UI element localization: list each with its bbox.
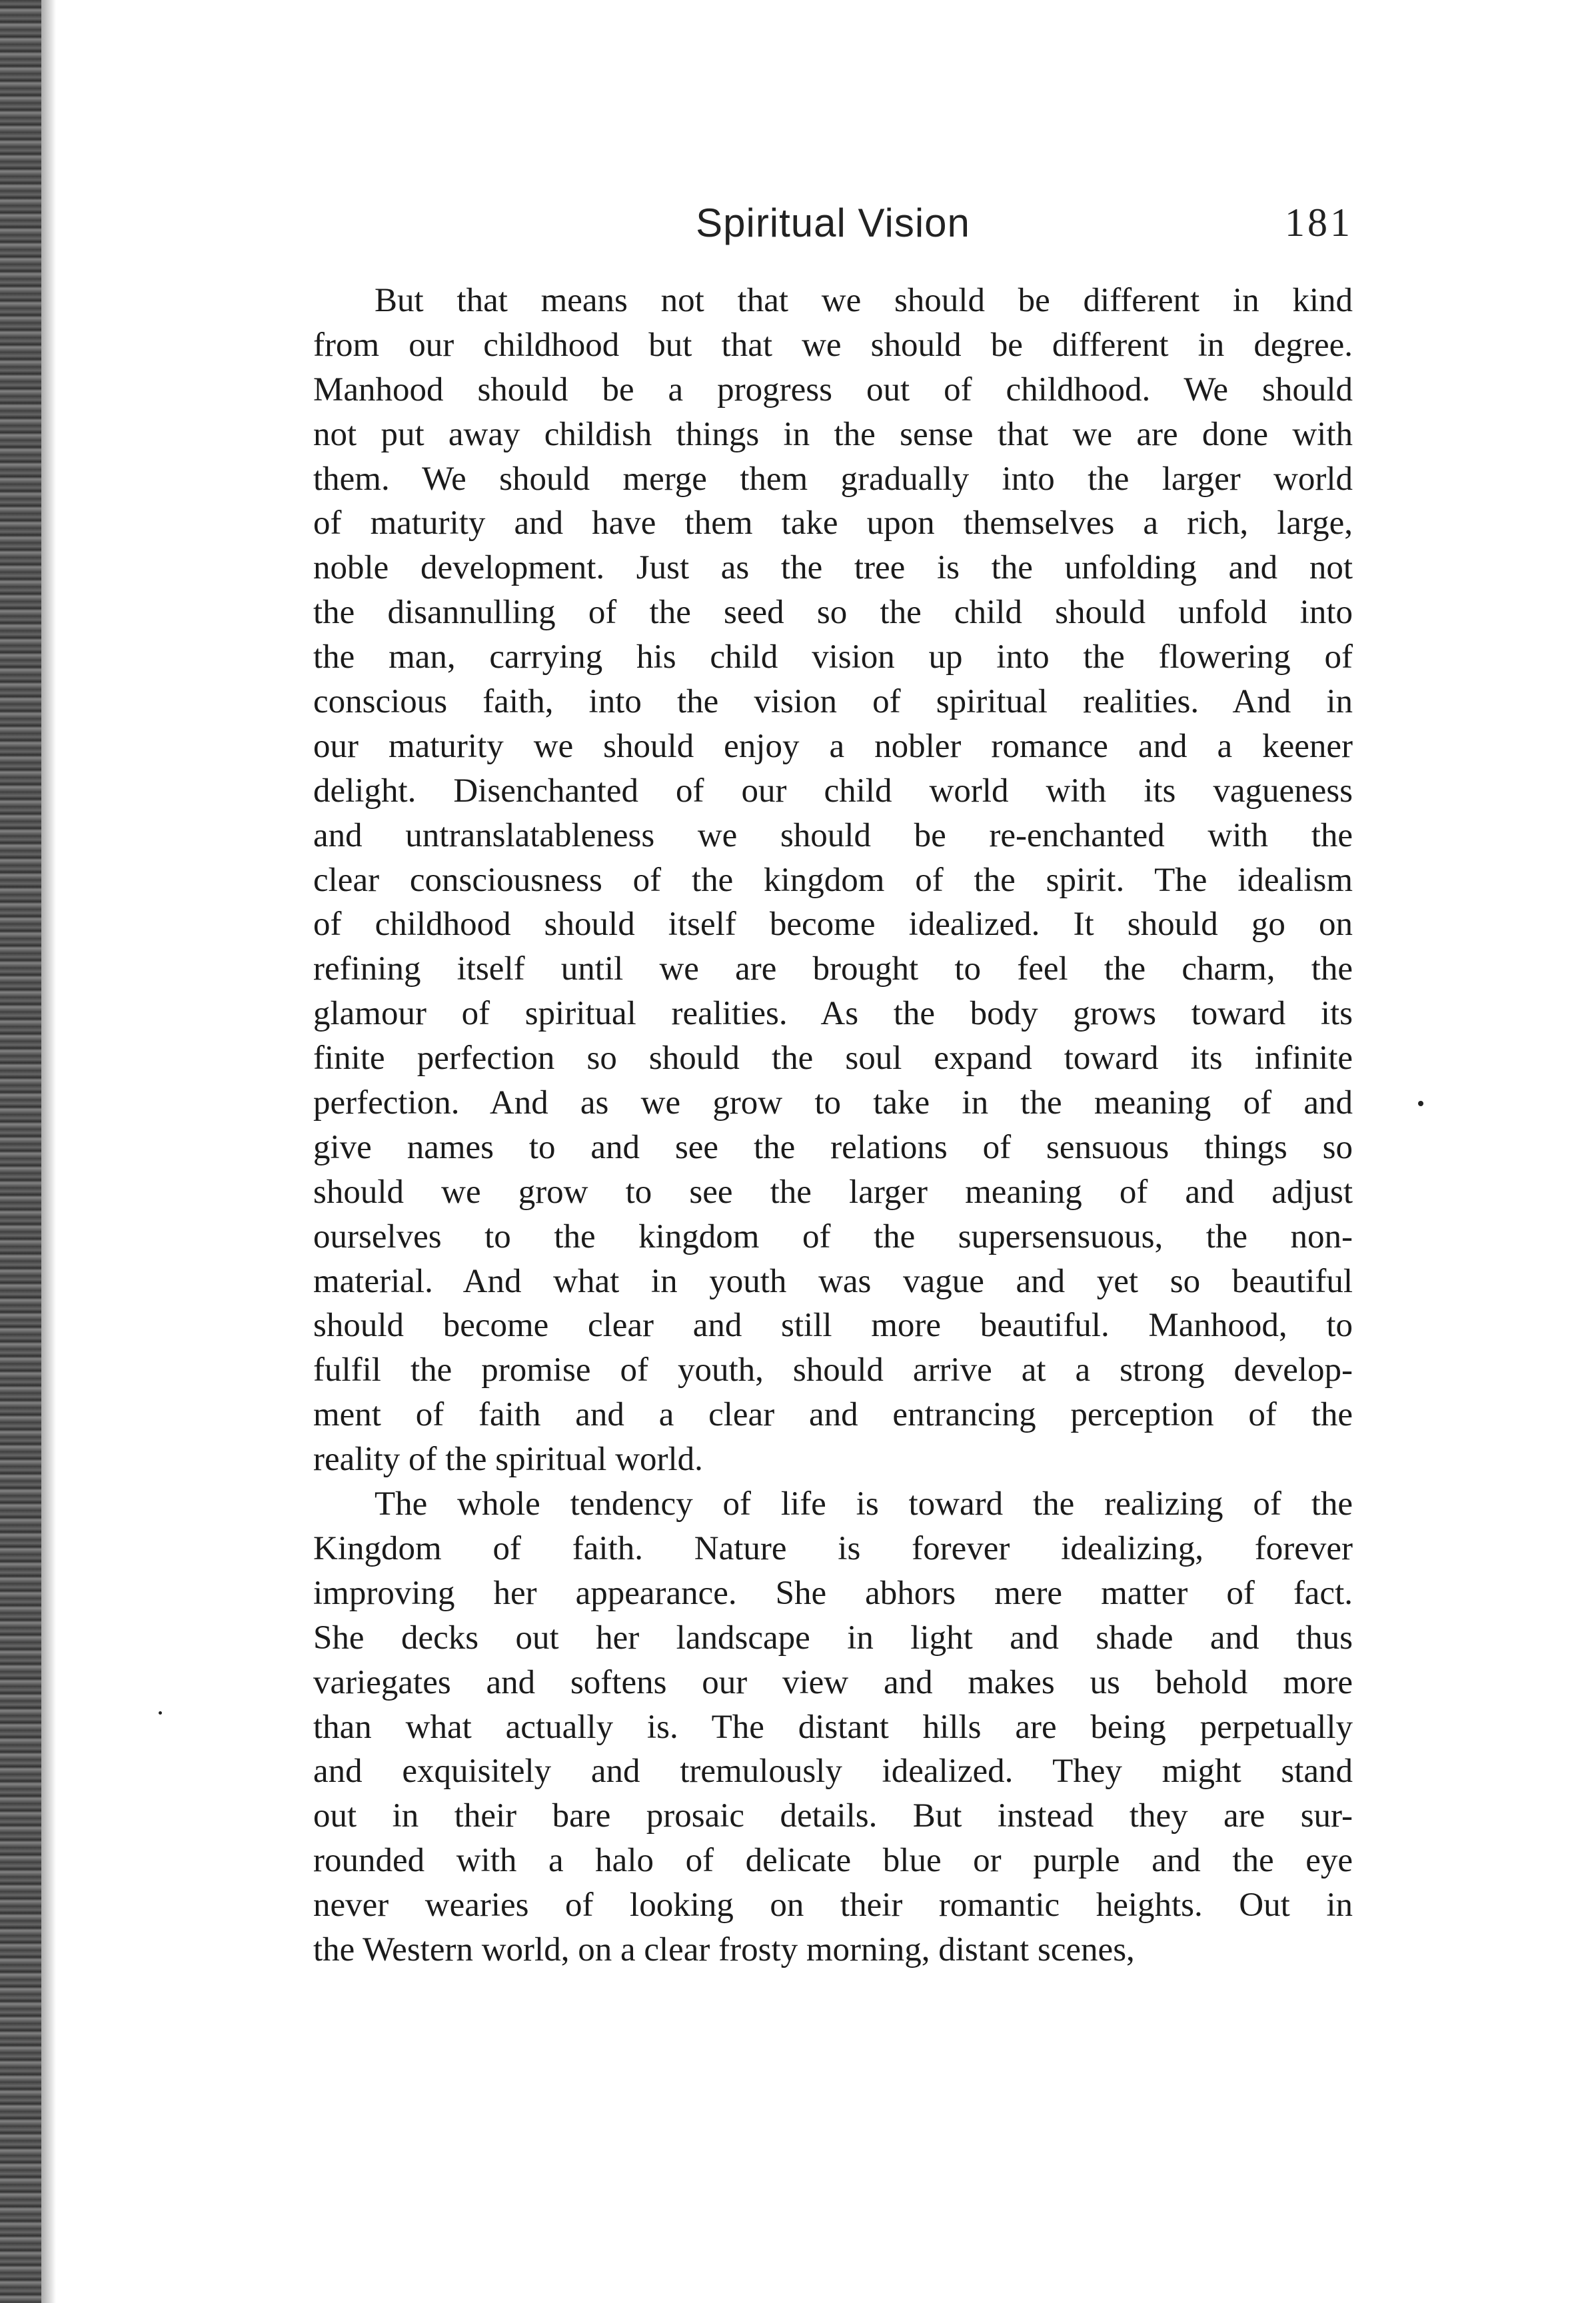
text-line: conscious faith, into the vision of spiritual realities. And in [313,683,1353,721]
text-line: material. And what in youth was vague and yet so beautiful [313,1262,1353,1300]
binding-edge [0,0,41,2303]
text-line: the man, carrying his child vision up into the flowering of [313,638,1353,676]
text-line: clear consciousness of the kingdom of the spirit. The idealism [313,861,1353,899]
text-line: should become clear and still more beautiful. Manhood, to [313,1307,1353,1345]
text-line: perfection. And as we grow to take in the meaning of and [313,1084,1353,1122]
running-title: Spiritual Vision [696,201,970,245]
scan-speck [1418,1101,1423,1106]
text-line: refining itself until we are brought to feel the charm, the [313,950,1353,988]
text-line: give names to and see the relations of sensuous things so [313,1128,1353,1166]
text-line: of maturity and have them take upon themselves a rich, large, [313,504,1353,542]
text-line: The whole tendency of life is toward the realizing of the [375,1485,1353,1523]
text-line: fulfil the promise of youth, should arrive at a strong develop- [313,1351,1353,1389]
text-line: She decks out her landscape in light and shade and thus [313,1619,1353,1657]
text-line: the disannulling of the seed so the child should unfold into [313,594,1353,632]
text-line: them. We should merge them gradually into the larger world [313,460,1353,498]
text-line: and untranslatableness we should be re-enchanted with the [313,816,1353,854]
text-line: never wearies of looking on their romantic heights. Out in [313,1887,1353,1924]
text-line: out in their bare prosaic details. But instead they are sur- [313,1797,1353,1835]
text-line: noble development. Just as the tree is the unfolding and not [313,549,1353,587]
text-line: than what actually is. The distant hills are being perpetually [313,1708,1353,1746]
scan-speck [159,1711,162,1715]
text-line: from our childhood but that we should be different in degree. [313,326,1353,364]
text-line: our maturity we should enjoy a nobler romance and a keener [313,727,1353,765]
text-line: delight. Disenchanted of our child world with its vagueness [313,772,1353,810]
text-line: ment of faith and a clear and entrancing perception of the [313,1396,1353,1434]
text-line: and exquisitely and tremulously idealized. They might stand [313,1753,1353,1791]
text-line: Manhood should be a progress out of childhood. We should [313,371,1353,408]
text-line: glamour of spiritual realities. As the body grows toward its [313,995,1353,1033]
text-line: finite perfection so should the soul expand toward its infinite [313,1040,1353,1078]
text-line: variegates and softens our view and makes us behold more [313,1663,1353,1701]
text-line: But that means not that we should be different in kind [375,282,1353,319]
running-head [313,200,1353,253]
text-line: not put away childish things in the sense that we are done with [313,415,1353,453]
binding-shadow [41,0,56,2303]
text-line: ourselves to the kingdom of the supersensuous, the non- [313,1217,1353,1255]
body-text [313,279,1353,1972]
text-line: improving her appearance. She abhors mere matter of fact. [313,1574,1353,1612]
text-line: should we grow to see the larger meaning of and adjust [313,1173,1353,1211]
text-line: the Western world, on a clear frosty morning, distant scenes, [313,1930,1135,1968]
text-line: rounded with a halo of delicate blue or purple and the eye [313,1842,1353,1880]
text-line: reality of the spiritual world. [313,1441,703,1479]
page-number: 181 [1285,201,1353,245]
text-line: Kingdom of faith. Nature is forever idealizing, forever [313,1529,1353,1567]
text-line: of childhood should itself become idealized. It should go on [313,906,1353,944]
